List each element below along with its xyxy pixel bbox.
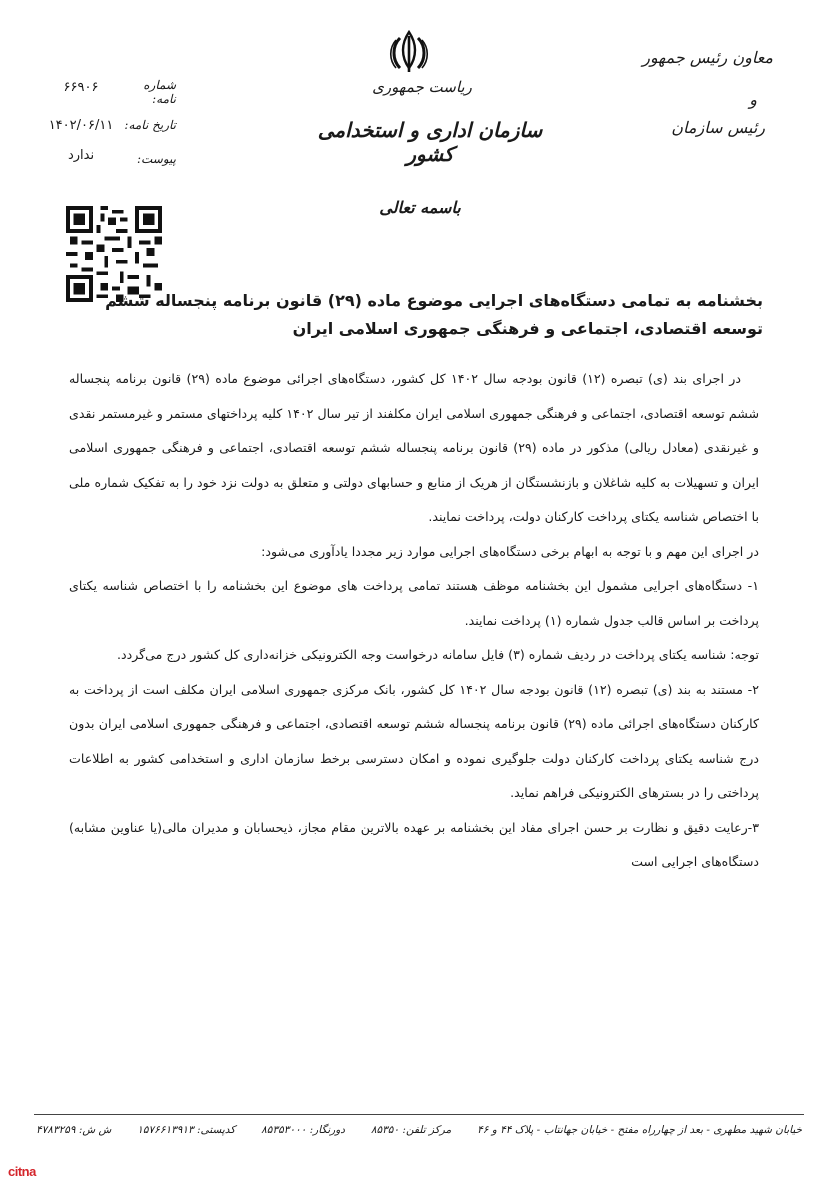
attachment-label: پیوست: bbox=[136, 152, 176, 166]
footer-postal-code: کدپستی: ۱۵۷۶۶۱۳۹۱۳ bbox=[137, 1124, 236, 1136]
presidency-label: ریاست جمهوری bbox=[372, 78, 472, 96]
footer bbox=[36, 1124, 802, 1136]
body-item-3: ۳-رعایت دقیق و نظارت بر حسن اجرای مفاد این بخشنامه بر عهده بالاترین مقام مجاز، ذیحسابان و مدیران مالی(یا عناوین مشابه) دستگاه‌های اجرایی است bbox=[69, 819, 759, 869]
body-note: توجه: شناسه یکتای پرداخت در ردیف شماره (۳) فایل سامانه درخواست وجه الکترونیکی خزانه‌داری کل کشور درج می‌گردد. bbox=[116, 647, 759, 662]
letter-date-label: تاریخ نامه: bbox=[124, 118, 176, 132]
and-conjunction: و bbox=[749, 90, 757, 109]
footer-national-id: ش ش: ۴۷۸۳۲۵۹ bbox=[36, 1124, 112, 1136]
letter-number-label: شماره نامه: bbox=[143, 78, 176, 106]
footer-address: خیابان شهید مطهری - بعد از چهارراه مفتح - خیابان جهانتاب - پلاک ۴۴ و ۴۶ bbox=[477, 1124, 802, 1136]
organization-head-title: رئیس سازمان bbox=[671, 118, 765, 137]
letter-date-value: ۱۴۰۲/۰۶/۱۱ bbox=[48, 118, 114, 133]
footer-divider bbox=[34, 1114, 804, 1115]
attachment-value: ندارد bbox=[67, 148, 95, 163]
letter-number-value: ۶۶۹۰۶ bbox=[63, 80, 99, 95]
body-item-2: ۲- مستند به بند (ی) تبصره (۱۲) قانون بودجه سال ۱۴۰۲ کل کشور، بانک مرکزی جمهوری اسلامی ایران مکلف است از پرداخت به کارکنان دستگاه‌های اجرائی ماده (۲۹) قانون برنامه پنجساله ششم توسعه اقتصادی، اجتماعی و فرهنگی جمهوری اسلامی ایران بدون درج شناسه یکتای پرداخت کارکنان دولت جلوگیری نموده و امکان دسترسی برخط سازمان اداری و استخدامی کشور به اطلاعات پرداختی را در بسترهای الکترونیکی فراهم نماید. bbox=[69, 681, 759, 800]
organization-name: سازمان اداری و استخدامی کشور bbox=[317, 118, 543, 166]
footer-fax: دورنگار: ۸۵۳۵۳۰۰۰ bbox=[261, 1124, 345, 1136]
body-intro-paragraph: در اجرای بند (ی) تبصره (۱۲) قانون بودجه سال ۱۴۰۲ کل کشور، دستگاه‌های اجرائی موضوع ماده (۲۹) قانون برنامه پنجساله ششم توسعه اقتصادی، اجتماعی و فرهنگی جمهوری اسلامی ایران مکلفند از تیر سال ۱۴۰۲ کلیه پرداختهای مستمر و غیرمستمر نقدی و غیرنقدی (معادل ریالی) مذکور در ماده (۲۹) قانون برنامه پنجساله ششم توسعه اقتصادی، اجتماعی و فرهنگی جمهوری اسلامی ایران و تسهیلات به کلیه شاغلان و بازنشستگان از هریک از منابع و حسابهای دولتی و متعلق به دولت نزد خود را به تفکیک شماره ملی با اختصاص شناسه یکتای پرداخت کارکنان دولت، پرداخت نمایند. bbox=[69, 371, 759, 524]
citna-logo: citna bbox=[8, 1164, 36, 1179]
footer-phone: مرکز تلفن: ۸۵۳۵۰ bbox=[370, 1124, 452, 1136]
body-item-1: ۱- دستگاه‌های اجرایی مشمول این بخشنامه موظف هستند تمامی پرداخت های موضوع این بخشنامه را با اختصاص شناسه یکتای پرداخت بر اساس قالب جدول شماره (۱) پرداخت نمایند. bbox=[69, 578, 759, 628]
iran-emblem-icon bbox=[386, 28, 432, 76]
title-line-2: توسعه اقتصادی، اجتماعی و فرهنگی جمهوری اسلامی ایران bbox=[292, 319, 763, 338]
bismillah-heading: باسمه تعالی bbox=[379, 198, 461, 217]
document-body bbox=[69, 362, 759, 880]
body-preface: در اجرای این مهم و با توجه به ابهام برخی دستگاه‌های اجرایی موارد زیر مجددا یادآوری می‌شود: bbox=[261, 543, 759, 559]
title-line-1: بخشنامه به تمامی دستگاه‌های اجرایی موضوع ماده (۲۹) قانون برنامه پنجساله ششم bbox=[105, 291, 763, 310]
document-title bbox=[63, 287, 763, 343]
vice-president-title: معاون رئیس جمهور bbox=[642, 48, 773, 67]
